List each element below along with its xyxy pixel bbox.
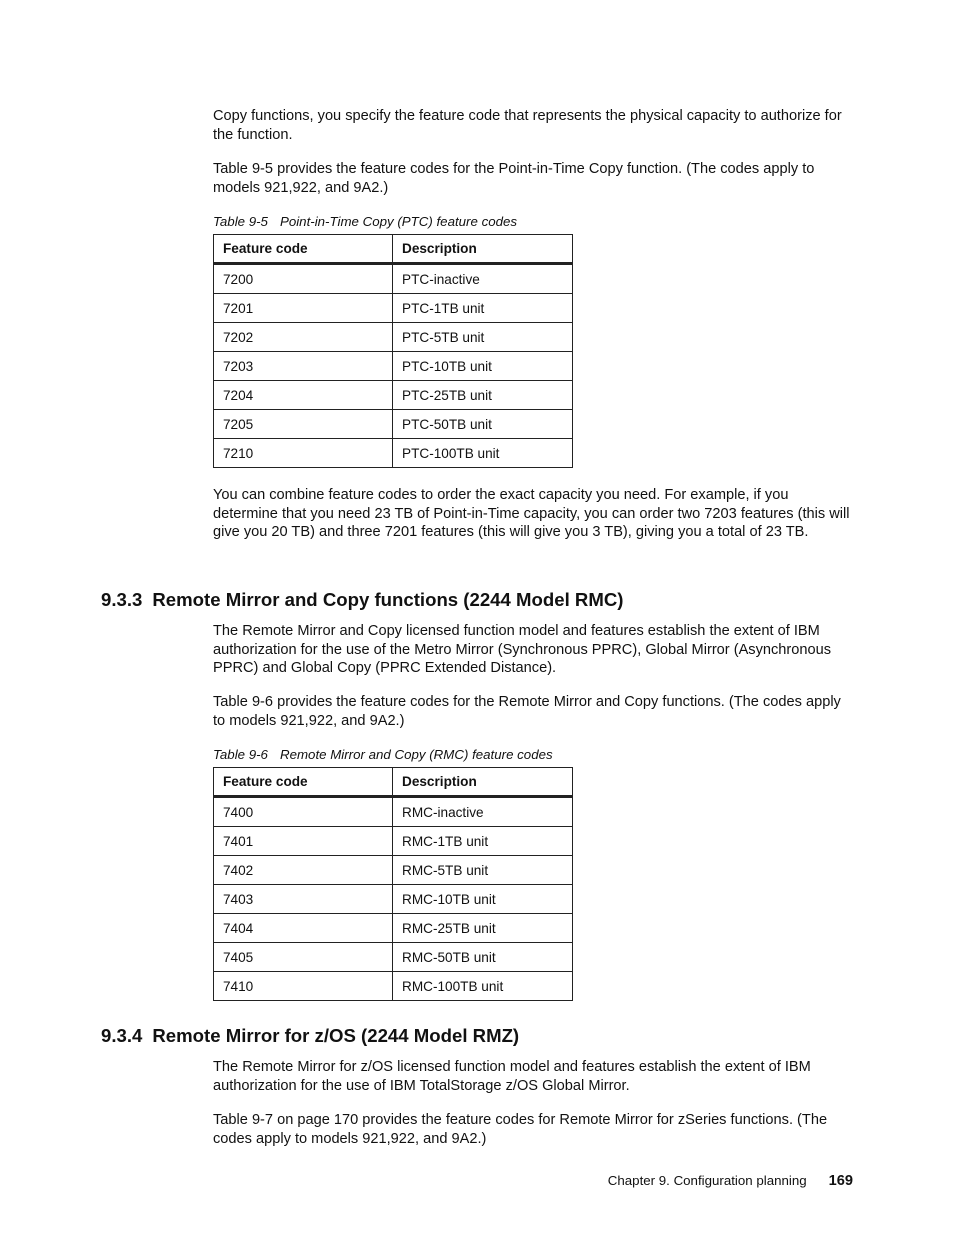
- rmc-feature-table: [213, 767, 573, 1001]
- column-header-feature-code: Feature code: [214, 768, 393, 797]
- feature-code-cell: 7201: [214, 294, 393, 323]
- feature-code-cell: 7401: [214, 827, 393, 856]
- description-cell: RMC-1TB unit: [393, 827, 573, 856]
- feature-code-cell: 7203: [214, 352, 393, 381]
- section-number: 9.3.4: [101, 1025, 143, 1046]
- table-row: [214, 972, 573, 1001]
- feature-code-cell: 7204: [214, 381, 393, 410]
- description-cell: PTC-25TB unit: [393, 381, 573, 410]
- feature-code-cell: 7205: [214, 410, 393, 439]
- description-cell: PTC-1TB unit: [393, 294, 573, 323]
- page-number: 169: [828, 1173, 853, 1189]
- table-row: [214, 410, 573, 439]
- column-header-description: Description: [393, 235, 573, 264]
- description-cell: PTC-5TB unit: [393, 323, 573, 352]
- paragraph-rmc-description: The Remote Mirror and Copy licensed function model and features establish the extent of IBM authorization for the use of the Metro Mirror (Synchronous PPRC), Global Mirror (Asynchronous PPRC) and Global Copy (PPRC Extended Distance).: [213, 623, 832, 677]
- table-row: [214, 323, 573, 352]
- table-row: [214, 264, 573, 294]
- table-row: [214, 797, 573, 827]
- table-row: [214, 856, 573, 885]
- feature-code-cell: 7402: [214, 856, 393, 885]
- column-header-feature-code: Feature code: [214, 235, 393, 264]
- table-row: [214, 294, 573, 323]
- table-header-row: [214, 235, 573, 264]
- table-row: [214, 827, 573, 856]
- table-caption: [213, 747, 553, 762]
- table-row: [214, 914, 573, 943]
- paragraph-intro: Copy functions, you specify the feature code that represents the physical capacity to authorize for the function.: [213, 108, 842, 143]
- feature-code-cell: 7400: [214, 797, 393, 827]
- footer-chapter-title: Chapter 9. Configuration planning: [607, 1173, 807, 1188]
- description-cell: RMC-5TB unit: [393, 856, 573, 885]
- table-caption: [213, 214, 517, 229]
- feature-code-cell: 7405: [214, 943, 393, 972]
- paragraph-table-9-6-intro: Table 9-6 provides the feature codes for the Remote Mirror and Copy functions. (The codes apply to models 921,922, and 9A2.): [213, 694, 841, 729]
- description-cell: RMC-10TB unit: [393, 885, 573, 914]
- column-header-description: Description: [393, 768, 573, 797]
- paragraph-capacity-example: You can combine feature codes to order the exact capacity you need. For example, if you determine that you need 23 TB of Point-in-Time capacity, you can order two 7203 features (this will give you 20 TB) and three 7201 features (this will give you 3 TB), giving you a total of 23 TB.: [213, 487, 850, 541]
- description-cell: RMC-inactive: [393, 797, 573, 827]
- feature-code-cell: 7404: [214, 914, 393, 943]
- table-row: [214, 381, 573, 410]
- feature-code-cell: 7410: [214, 972, 393, 1001]
- table-caption-number: Table 9-5: [213, 214, 268, 229]
- section-number: 9.3.3: [101, 589, 143, 610]
- feature-code-cell: 7202: [214, 323, 393, 352]
- table-row: [214, 943, 573, 972]
- table-row: [214, 439, 573, 468]
- paragraph-table-9-5-intro: Table 9-5 provides the feature codes for the Point-in-Time Copy function. (The codes apply to models 921,922, and 9A2.): [213, 161, 815, 196]
- section-title: Remote Mirror for z/OS (2244 Model RMZ): [152, 1025, 520, 1046]
- feature-code-cell: 7210: [214, 439, 393, 468]
- description-cell: PTC-10TB unit: [393, 352, 573, 381]
- description-cell: RMC-50TB unit: [393, 943, 573, 972]
- page-footer: [608, 1173, 853, 1189]
- description-cell: PTC-50TB unit: [393, 410, 573, 439]
- table-caption-number: Table 9-6: [213, 747, 268, 762]
- feature-code-cell: 7403: [214, 885, 393, 914]
- table-row: [214, 885, 573, 914]
- section-heading-9-3-3: [101, 589, 623, 611]
- description-cell: PTC-inactive: [393, 264, 573, 294]
- feature-code-cell: 7200: [214, 264, 393, 294]
- table-header-row: [214, 768, 573, 797]
- description-cell: RMC-100TB unit: [393, 972, 573, 1001]
- section-title: Remote Mirror and Copy functions (2244 Model RMC): [152, 589, 624, 610]
- description-cell: PTC-100TB unit: [393, 439, 573, 468]
- table-caption-text: Remote Mirror and Copy (RMC) feature codes: [279, 747, 553, 762]
- description-cell: RMC-25TB unit: [393, 914, 573, 943]
- section-heading-9-3-4: [101, 1025, 519, 1047]
- table-row: [214, 352, 573, 381]
- ptc-feature-table: [213, 234, 573, 468]
- table-caption-text: Point-in-Time Copy (PTC) feature codes: [279, 214, 518, 229]
- paragraph-table-9-7-reference: Table 9-7 on page 170 provides the feature codes for Remote Mirror for zSeries functions. (The codes apply to models 921,922, and 9A2.): [213, 1112, 828, 1147]
- paragraph-rmz-description: The Remote Mirror for z/OS licensed function model and features establish the extent of IBM authorization for the use of IBM TotalStorage z/OS Global Mirror.: [213, 1059, 811, 1094]
